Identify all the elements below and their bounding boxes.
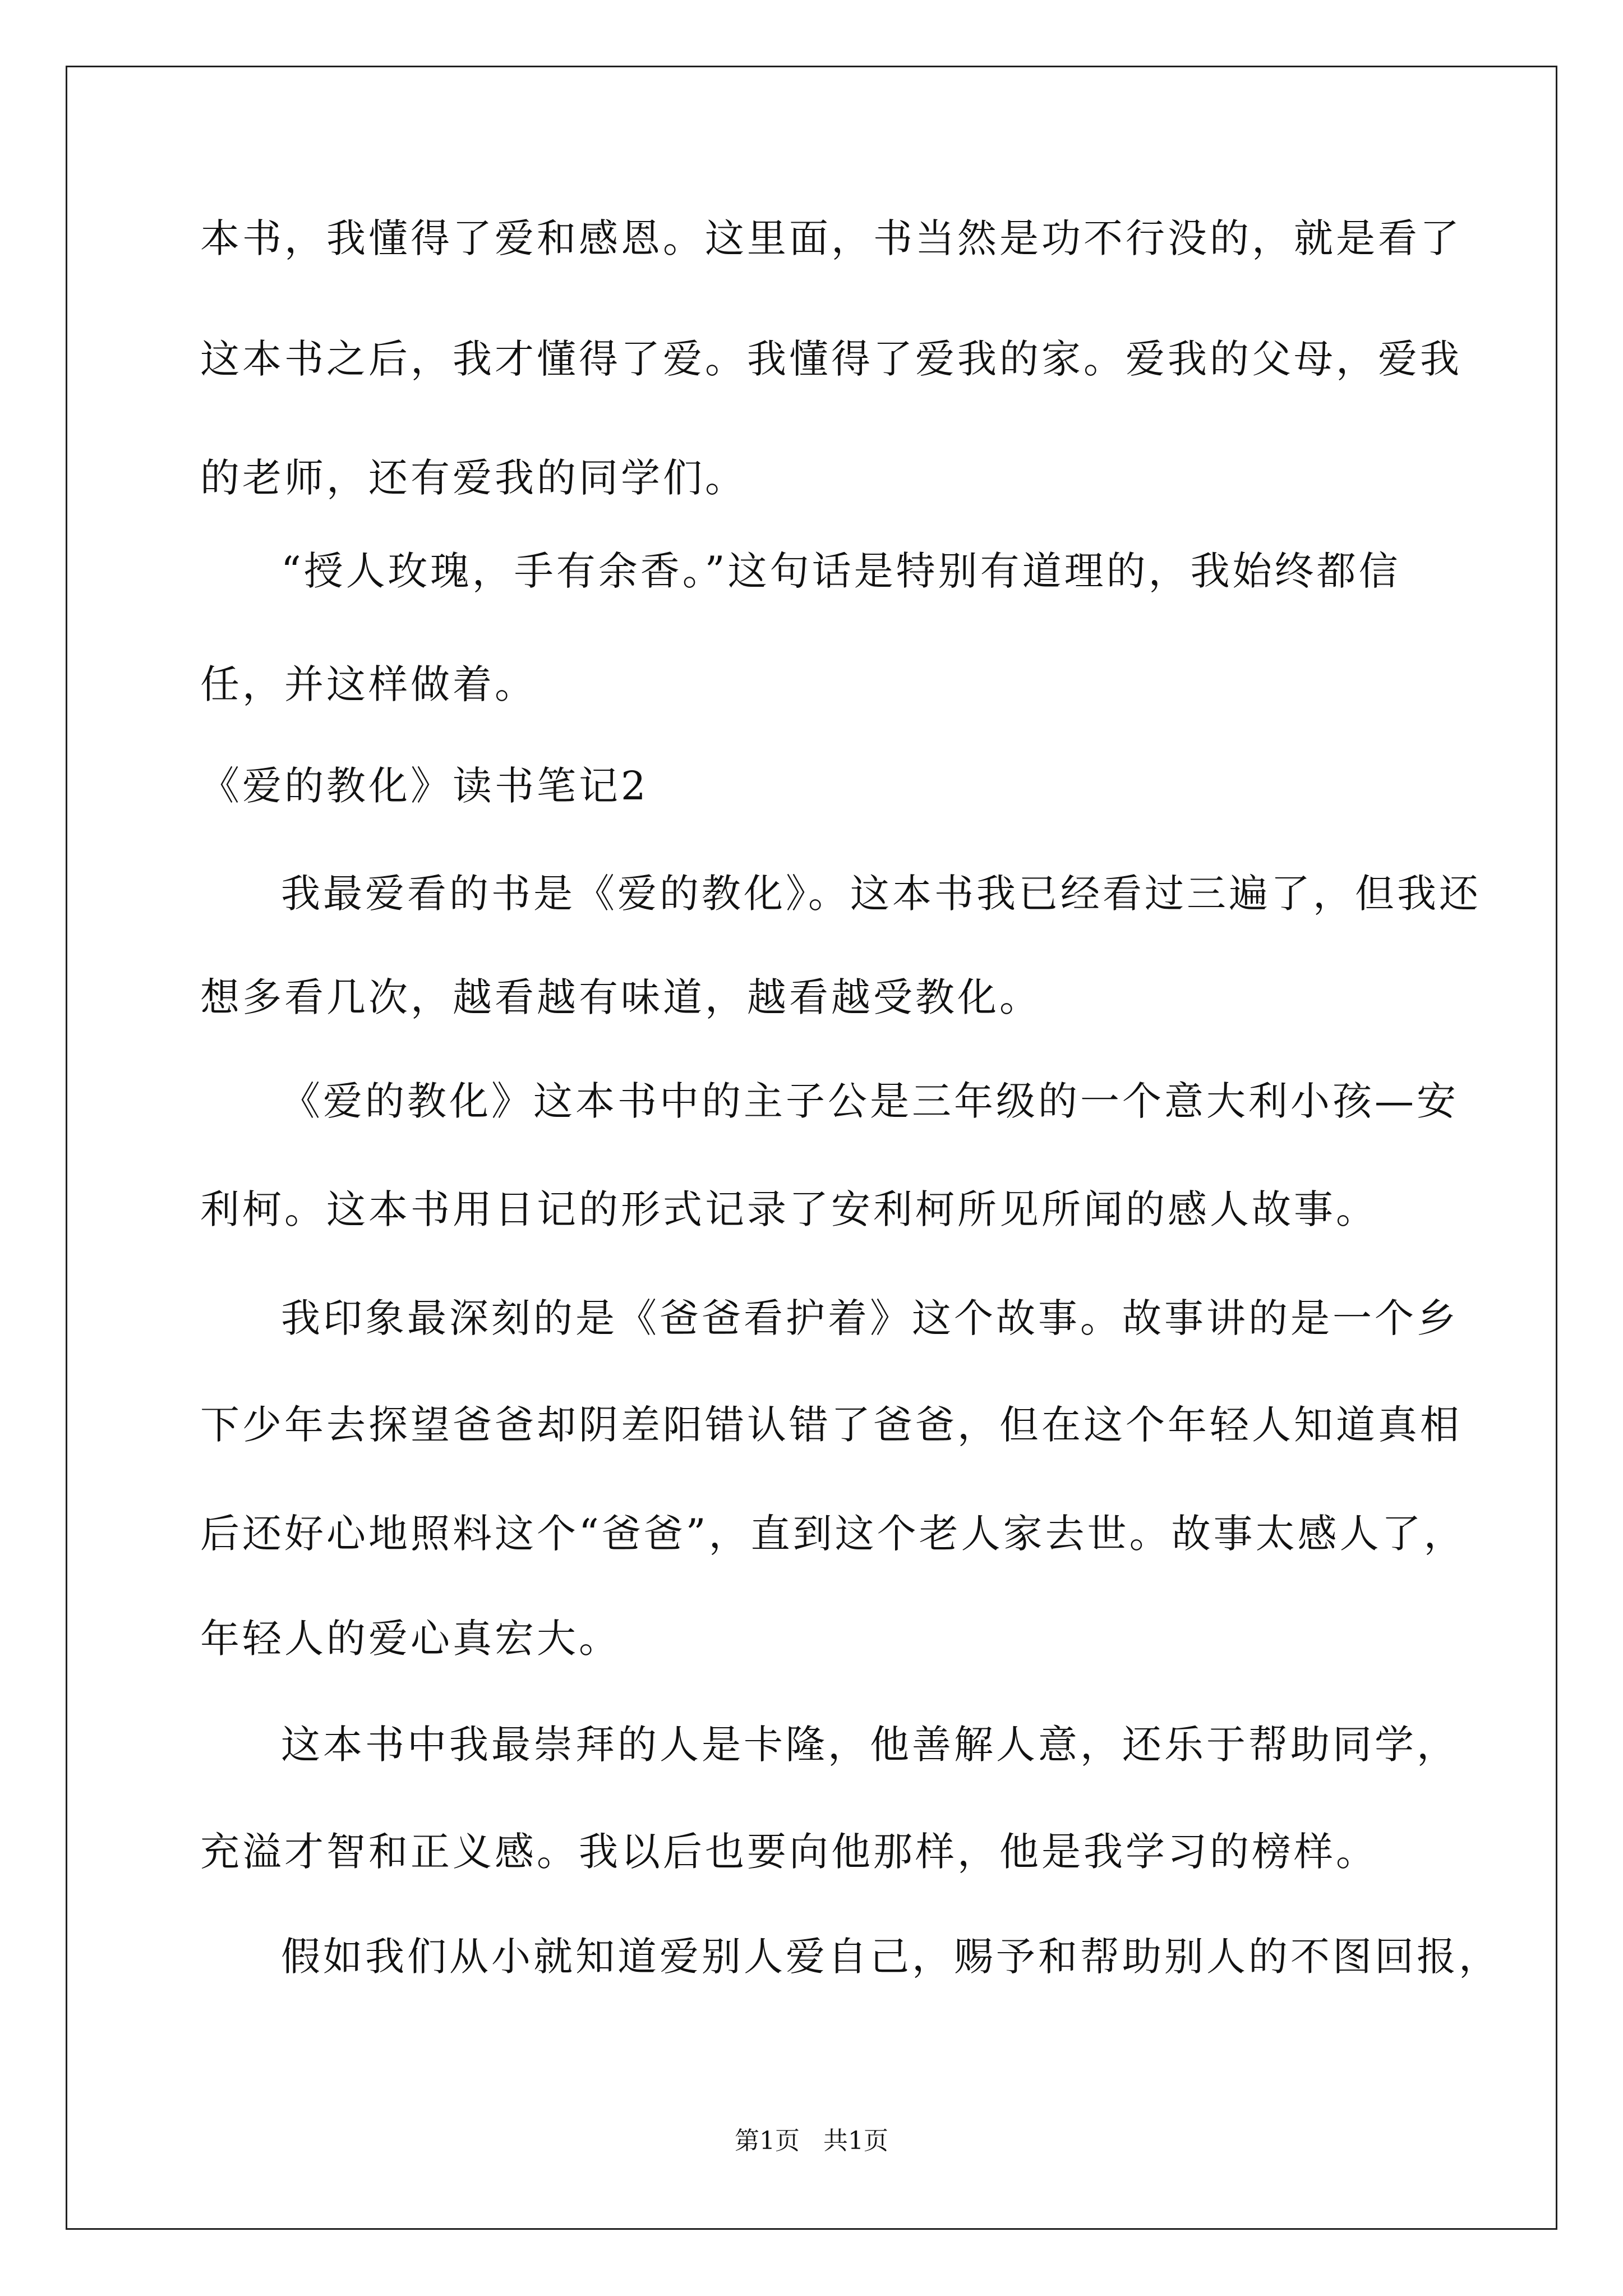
text-line: 这本书之后，我才懂得了爱。我懂得了爱我的家。爱我的父母，爱我	[200, 336, 1462, 382]
text-line: 下少年去探望爸爸却阴差阳错认错了爸爸，但在这个年轻人知道真相	[200, 1402, 1462, 1448]
text-line: 利柯。这本书用日记的形式记录了安利柯所见所闻的感人故事。	[200, 1186, 1378, 1232]
text-line: 这本书中我最崇拜的人是卡隆，他善解人意，还乐于帮助同学，	[281, 1722, 1459, 1768]
text-line: 任，并这样做着。	[200, 661, 537, 707]
text-line: 的老师，还有爱我的同学们。	[200, 455, 747, 501]
text-line: 想多看几次，越看越有味道，越看越受教化。	[200, 974, 1041, 1020]
text-line: 后还好心地照料这个“爸爸”，直到这个老人家去世。故事太感人了，	[200, 1511, 1466, 1557]
text-line: 本书，我懂得了爱和感恩。这里面，书当然是功不行没的，就是看了	[200, 215, 1462, 261]
text-line: 《爱的教化》这本书中的主子公是三年级的一个意大利小孩—安	[281, 1078, 1459, 1124]
text-line: 年轻人的爱心真宏大。	[200, 1616, 621, 1662]
text-line: 充溢才智和正义感。我以后也要向他那样，他是我学习的榜样。	[200, 1829, 1378, 1875]
text-line: 我印象最深刻的是《爸爸看护着》这个故事。故事讲的是一个乡	[281, 1295, 1459, 1341]
section-heading: 《爱的教化》读书笔记2	[200, 763, 649, 809]
text-line: 假如我们从小就知道爱别人爱自己，赐予和帮助别人的不图回报，	[281, 1934, 1501, 1980]
page-border	[66, 66, 1557, 2230]
page-footer: 第1页 共1页	[735, 2127, 888, 2155]
text-line: 我最爱看的书是《爱的教化》。这本书我已经看过三遍了，但我还	[281, 871, 1481, 917]
text-line: “授人玫瑰，手有余香。”这句话是特别有道理的，我始终都信	[281, 548, 1401, 594]
